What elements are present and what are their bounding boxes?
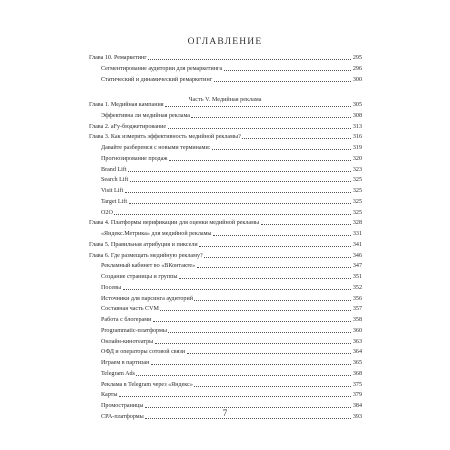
toc-entry-label: Visit Lift [101,188,124,194]
toc-subentry [89,303,362,313]
toc-entry-page: 316 [352,134,362,141]
dot-leader [191,117,351,118]
toc-entry-page: 356 [352,295,362,302]
toc-subentry [89,196,362,206]
toc-entry-page: 295 [352,55,362,61]
toc-entry-label: Search Lift [101,177,129,184]
toc-entry-label: ОФД и операторы сотовой связи [101,349,186,356]
toc-subentry [89,174,362,184]
dot-leader [136,375,351,376]
dot-leader [194,386,351,387]
dot-leader [213,235,351,236]
toc-entry-label: O2O [101,209,113,216]
toc-subentry [89,293,362,303]
toc-entry-label: Давайте разберемся с новыми терминами: [101,145,211,151]
dot-leader [123,289,352,290]
toc-entry-label: Programmatic-платформы [101,327,167,334]
toc-entry-page: 319 [352,145,362,151]
toc-entry-page: 305 [352,102,362,108]
dot-leader [194,300,351,301]
toc-entry-label: Глава 4. Платформы верификации для оценки медийной рекламы [89,220,260,227]
toc-entry-page: 325 [352,198,362,205]
toc-entry-page: 346 [352,252,362,259]
dot-leader [212,149,351,150]
dot-leader [242,138,351,139]
dot-leader [168,128,352,129]
toc-entry-label: Рекламный кабинет во «ВКонтакте» [101,263,196,270]
toc-entry-label: Онлайн-кинотеатры [101,338,154,345]
toc-entry-label: Глава 6. Где размещать медийную рекламу? [89,252,203,259]
toc-subentry [89,185,362,195]
dot-leader [187,353,352,354]
toc-entry-label: Работа с блогерами [101,317,152,323]
toc-entry-page: 308 [352,112,362,119]
toc-subentry [89,357,362,367]
part-heading: Часть V. Медийная реклама [188,96,262,103]
dot-leader [160,310,351,311]
toc-subentry [89,153,362,163]
toc-entry-page: 393 [352,413,362,420]
toc-chapter-entry [89,217,362,227]
dot-leader [224,70,352,71]
dot-leader [153,321,351,322]
toc-entry-page: 328 [352,220,362,227]
toc-chapter-entry [89,99,362,109]
toc-entry-label: CPA-платформы [101,413,144,420]
toc-entry-label: Глава 2. aFy-бюджетирование [89,123,167,130]
toc-entry-label: Прогнозирование продаж [101,155,168,162]
toc-entry-label: «Яндекс.Метрика» для медийной рекламы [101,231,212,237]
toc-entry-label: Промостраницы [101,403,144,409]
toc-entry-page: 347 [352,263,362,270]
dot-leader [168,332,351,333]
toc-subentry [89,346,362,356]
toc-entry-label: Реклама в Telegram через «Яндекс» [101,381,193,388]
dot-leader [169,160,351,161]
dot-leader [199,246,351,247]
toc-entry-page: 325 [352,188,362,194]
dot-leader [114,214,351,215]
toc-entry-label: Источники для парсинга аудиторий [101,295,193,302]
dot-leader [128,171,351,172]
dot-leader [125,192,352,193]
dot-leader [155,343,352,344]
toc-subentry [89,260,362,270]
toc-entry-label: Глава 10. Ремаркетинг [89,55,147,61]
toc-subentry [89,282,362,292]
toc-entry-page: 358 [352,317,362,323]
toc-entry-label: Глава 5. Правильная атрибуция и пиксели [89,241,198,248]
dot-leader [148,59,351,60]
toc-entry-page: 331 [352,231,362,237]
dot-leader [204,257,351,258]
dot-leader [129,203,352,204]
toc-entry-page: 357 [352,306,362,313]
dot-leader [165,106,351,107]
toc-entry-label: Telegram Ads [101,370,135,377]
toc-subentry [89,207,362,217]
toc-entry-label: Глава 1. Медийная кампания [89,102,164,108]
toc-subentry [89,314,362,324]
toc-subentry [89,74,362,84]
dot-leader [151,364,351,365]
toc-subentry [89,164,362,174]
toc-entry-label: Играем в партизан [101,360,150,366]
toc-chapter-entry [89,52,362,62]
toc-subentry [89,110,362,120]
toc-chapter-entry [89,250,362,260]
toc-entry-label: Глава 3. Как измерить эффективность медийной рекламы? [89,134,241,141]
page-number: 7 [222,408,228,418]
toc-entry-page: 351 [352,274,362,280]
toc-entry-page: 323 [352,166,362,173]
toc-chapter-entry [89,121,362,131]
dot-leader [261,224,352,225]
toc-entry-page: 325 [352,209,362,216]
toc-entry-page: 325 [352,177,362,184]
toc-entry-page: 352 [352,284,362,291]
toc-entry-page: 379 [352,392,362,399]
toc-entry-label: Сегментирование аудитории для ремаркетинга [101,65,223,72]
toc-subentry [89,142,362,152]
toc-entry-page: 375 [352,381,362,388]
toc-entry-page: 360 [352,327,362,334]
toc-chapter-entry [89,239,362,249]
toc-entry-page: 313 [352,123,362,130]
toc-entry-label: Эффективна ли медийная реклама [101,112,190,119]
toc-entry-label: Посевы [101,284,122,291]
toc-entry-label: Создание страницы и группы [101,274,178,280]
toc-subentry [89,368,362,378]
toc-subentry [89,389,362,399]
toc-subentry [89,325,362,335]
toc-entry-page: 384 [352,403,362,409]
toc-subentry [89,271,362,281]
toc-entry-page: 296 [352,65,362,72]
toc-entry-page: 364 [352,349,362,356]
toc-entry-page: 363 [352,338,362,345]
toc-entry-label: Target Lift [101,198,128,205]
toc-subentry [89,63,362,73]
toc-entry-page: 341 [352,241,362,248]
dot-leader [214,81,352,82]
dot-leader [119,396,351,397]
toc-subentry [89,228,362,238]
toc-entry-page: 320 [352,155,362,162]
dot-leader [130,181,352,182]
dot-leader [179,278,351,279]
toc-entry-label: Составная часть CVM [101,306,159,313]
toc-entry-page: 300 [352,76,362,83]
toc-chapter-entry [89,131,362,141]
toc-entry-page: 368 [352,370,362,377]
toc-subentry [89,336,362,346]
dot-leader [197,267,352,268]
toc-entry-label: Карты [101,392,118,399]
toc-subentry [89,379,362,389]
toc-entry-page: 365 [352,360,362,366]
toc-entry-label: Brand Lift [101,166,127,173]
toc-entry-label: Статический и динамический ремаркетинг [101,76,213,83]
page-title: ОГЛАВЛЕНИЕ [187,37,263,47]
